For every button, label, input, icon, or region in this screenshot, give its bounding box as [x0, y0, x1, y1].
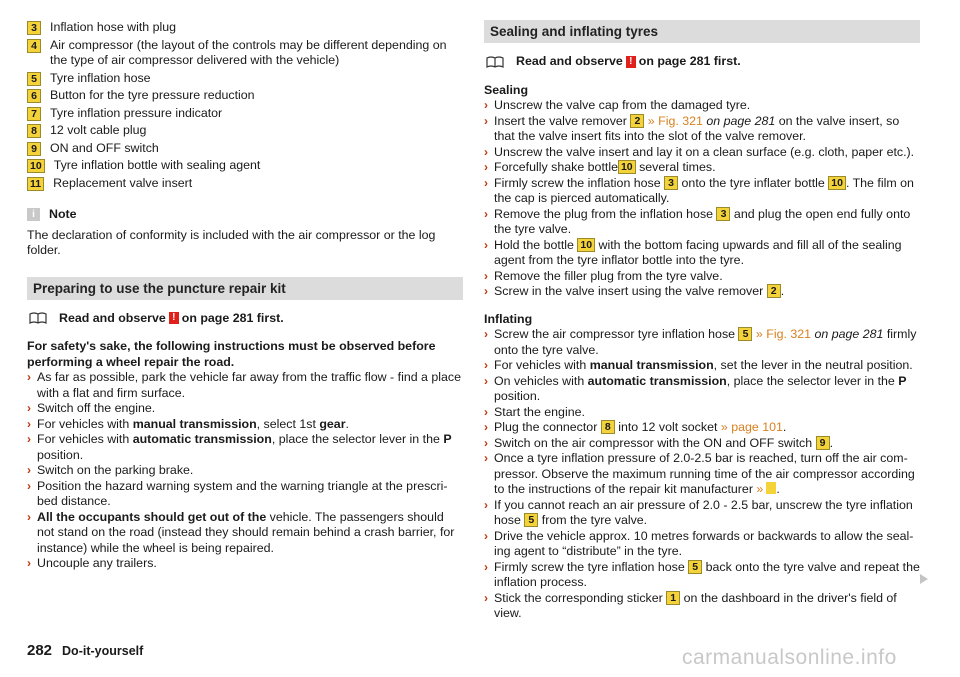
chevron-right-icon: ›	[484, 404, 488, 419]
legend-item	[27, 141, 463, 157]
list-item: › Once a tyre inflation pressure of 2.0-2.5 bar is reached, turn off the air compressor. Observe the maximum running time of the air compressor according to the instructions of the repair kit manufacturer » .	[484, 451, 915, 496]
list-item: › Screw in the valve insert using the valve remover 2 .	[484, 284, 785, 298]
page-footer	[27, 643, 143, 660]
legend-item	[27, 88, 463, 104]
legend-number: 8	[27, 124, 41, 138]
inflating-heading: Inflating	[484, 311, 533, 326]
chevron-right-icon: ›	[484, 451, 488, 465]
list-item: › Forcefully shake bottle 10 several times.	[484, 160, 716, 174]
list-item: › Unscrew the valve insert and lay it on a clean surface (e.g. cloth, paper etc.).	[484, 144, 915, 159]
legend-number: 9	[27, 142, 41, 156]
chevron-right-icon: ›	[484, 284, 488, 298]
read-suffix: on page 281 first.	[638, 54, 741, 68]
sealing-steps	[484, 98, 920, 300]
list-item: › Remove the filler plug from the tyre valve.	[484, 268, 723, 283]
list-item: › All the occupants should get out of the vehicle. The passengers should not stand on the road (instead they should remain behind a crash barrier, for instance) while the wheel is being repaired.	[27, 509, 455, 555]
legend-number: 3	[27, 21, 41, 35]
chevron-right-icon: ›	[484, 113, 488, 128]
chapter-title: Do-it-yourself	[62, 644, 144, 658]
legend-text: ON and OFF switch	[50, 140, 159, 155]
legend-item	[27, 20, 463, 36]
note-heading	[27, 207, 463, 223]
list-item: › Switch on the parking brake.	[27, 463, 194, 477]
chevron-right-icon: ›	[484, 358, 488, 372]
book-icon	[486, 56, 504, 68]
chevron-right-icon: ›	[27, 556, 31, 570]
warning-icon: !	[169, 312, 179, 324]
chevron-right-icon: ›	[27, 432, 31, 446]
chevron-right-icon: ›	[484, 175, 488, 190]
figure-link[interactable]: » Fig. 321	[752, 327, 815, 341]
list-item: › Plug the connector 8 into 12 volt socket » page 101.	[484, 420, 787, 434]
chevron-right-icon: ›	[484, 268, 488, 283]
read-prefix: Read and observe	[516, 54, 623, 68]
read-prefix: Read and observe	[59, 310, 166, 325]
legend-text: 12 volt cable plug	[50, 123, 147, 137]
list-item: › Switch off the engine.	[27, 401, 156, 415]
chevron-right-icon: ›	[27, 401, 31, 415]
section-title-sealing: Sealing and inflating tyres	[484, 20, 920, 43]
chevron-right-icon: ›	[484, 559, 488, 574]
chevron-right-icon: ›	[484, 237, 488, 252]
chevron-right-icon: ›	[484, 373, 488, 388]
chevron-right-icon: ›	[484, 206, 488, 221]
figure-number: 3	[664, 176, 678, 190]
watermark: carmanualsonline.info	[682, 646, 897, 669]
figure-number: 5	[524, 513, 538, 527]
legend-number: 4	[27, 39, 41, 53]
legend-text: Tyre inflation hose	[50, 70, 151, 85]
chevron-right-icon: ›	[484, 98, 488, 112]
legend-item	[27, 176, 463, 192]
list-item: › Firmly screw the inflation hose 3 onto the tyre inflater bottle 10 . The film on the cap is pierced automatically.	[484, 175, 914, 205]
legend-text: Tyre inflation bottle with sealing agent	[53, 158, 261, 172]
info-icon: i	[27, 208, 40, 221]
legend-number: 5	[27, 72, 41, 86]
chevron-right-icon: ›	[484, 160, 488, 174]
legend-list	[27, 20, 463, 191]
list-item: › Unscrew the valve cap from the damaged tyre.	[484, 98, 751, 112]
legend-text: Inflation hose with plug	[50, 20, 177, 34]
list-item: › For vehicles with automatic transmission, place the selector lever in the P position.	[27, 432, 452, 462]
figure-link[interactable]: » Fig. 321	[644, 113, 707, 128]
figure-number: 10	[577, 238, 595, 252]
chevron-right-icon: ›	[27, 463, 31, 477]
chevron-right-icon: ›	[484, 590, 488, 605]
note-title: Note	[49, 207, 77, 221]
inflating-steps	[484, 327, 920, 622]
list-item: › Remove the plug from the inflation hose 3 and plug the open end fully onto the tyre valve.	[484, 206, 911, 236]
list-item: › Drive the vehicle approx. 10 metres forwards or backwards to allow the sealing agent to “distribute” in the tyre.	[484, 528, 914, 558]
legend-text: Replacement valve insert	[53, 175, 193, 190]
list-item: › Switch on the air compressor with the ON and OFF switch 9 .	[484, 435, 834, 450]
chevron-right-icon: ›	[27, 416, 31, 431]
note-text: The declaration of conformity is included with the air compressor or the log folder.	[27, 227, 436, 257]
chevron-right-icon: ›	[484, 144, 488, 159]
list-item: › Hold the bottle 10 with the bottom facing upwards and fill all of the sealing agent from the tyre inflator bottle into the tyre.	[484, 237, 902, 267]
book-icon	[29, 312, 47, 324]
list-item: › Position the hazard warning system and the warning triangle at the prescribed distance.	[27, 478, 448, 508]
list-item: › On vehicles with automatic transmission, place the selector lever in the P position.	[484, 373, 907, 403]
list-item: › As far as possible, park the vehicle far away from the traffic flow - find a place with a flat and firm surface.	[27, 370, 461, 400]
legend-text: Air compressor (the layout of the controls may be different depending on the type of air compressor delivered with the vehicle)	[50, 37, 447, 67]
caution-icon	[766, 482, 776, 494]
figure-number: 2	[767, 284, 781, 298]
sealing-heading: Sealing	[484, 82, 529, 97]
list-item: › If you cannot reach an air pressure of 2.0 - 2.5 bar, unscrew the tyre inflation hose 5 from the tyre valve.	[484, 497, 913, 527]
read-observe-row	[484, 54, 920, 70]
legend-item	[27, 158, 463, 174]
list-item: › Start the engine.	[484, 404, 585, 419]
read-observe-row	[27, 311, 463, 327]
figure-number: 3	[716, 207, 730, 221]
list-item: › Firmly screw the tyre inflation hose 5 back onto the tyre valve and repeat the inflation process.	[484, 559, 920, 589]
chevron-right-icon: ›	[27, 370, 31, 384]
figure-number: 9	[816, 436, 830, 450]
chevron-right-icon: ›	[484, 420, 488, 434]
list-item: › Uncouple any trailers.	[27, 556, 157, 570]
read-suffix: on page 281 first.	[181, 310, 284, 325]
page-number: 282	[27, 642, 53, 659]
legend-number: 6	[27, 89, 41, 103]
figure-number: 2	[630, 114, 644, 128]
figure-number: 1	[666, 591, 680, 605]
list-item: › For vehicles with manual transmission, select 1st gear.	[27, 416, 349, 431]
page-link[interactable]: » page 101	[720, 420, 783, 434]
list-item: › Insert the valve remover 2 » Fig. 321 on page 281 on the valve insert, so that the valve insert fits into the slot of the valve remover.	[484, 113, 900, 143]
chevron-right-icon: ›	[484, 435, 488, 450]
caution-link[interactable]: »	[756, 482, 764, 496]
list-item: › Stick the corresponding sticker 1 on the dashboard in the driver's field of view.	[484, 590, 897, 620]
figure-number: 10	[618, 160, 636, 174]
chevron-right-icon: ›	[27, 478, 31, 493]
left-column	[27, 20, 463, 572]
legend-number: 10	[27, 159, 45, 173]
legend-text: Tyre inflation pressure indicator	[50, 105, 223, 120]
list-item: › For vehicles with manual transmission, set the lever in the neutral position.	[484, 358, 913, 372]
list-item: › Screw the air compressor tyre inflation hose 5 » Fig. 321 on page 281 firmly onto the tyre valve.	[484, 327, 917, 357]
warning-icon: !	[626, 56, 636, 68]
next-page-arrow-icon[interactable]	[920, 574, 928, 584]
legend-number: 7	[27, 107, 41, 121]
chevron-right-icon: ›	[484, 528, 488, 543]
legend-text: Button for the tyre pressure reduction	[50, 88, 255, 102]
legend-item	[27, 106, 463, 122]
figure-number: 5	[688, 560, 702, 574]
legend-item	[27, 71, 463, 87]
figure-number: 10	[828, 176, 846, 190]
legend-item	[27, 38, 463, 69]
right-column	[484, 20, 920, 622]
chevron-right-icon: ›	[27, 509, 31, 524]
legend-item	[27, 123, 463, 139]
legend-number: 11	[27, 177, 44, 191]
figure-number: 5	[738, 327, 752, 341]
safety-intro: For safety's sake, the following instructions must be observed before performing a wheel repair the road.	[27, 339, 436, 369]
section-title-preparing: Preparing to use the puncture repair kit	[27, 277, 463, 300]
chevron-right-icon: ›	[484, 327, 488, 341]
preparation-steps	[27, 370, 463, 572]
figure-number: 8	[601, 420, 615, 434]
chevron-right-icon: ›	[484, 497, 488, 512]
